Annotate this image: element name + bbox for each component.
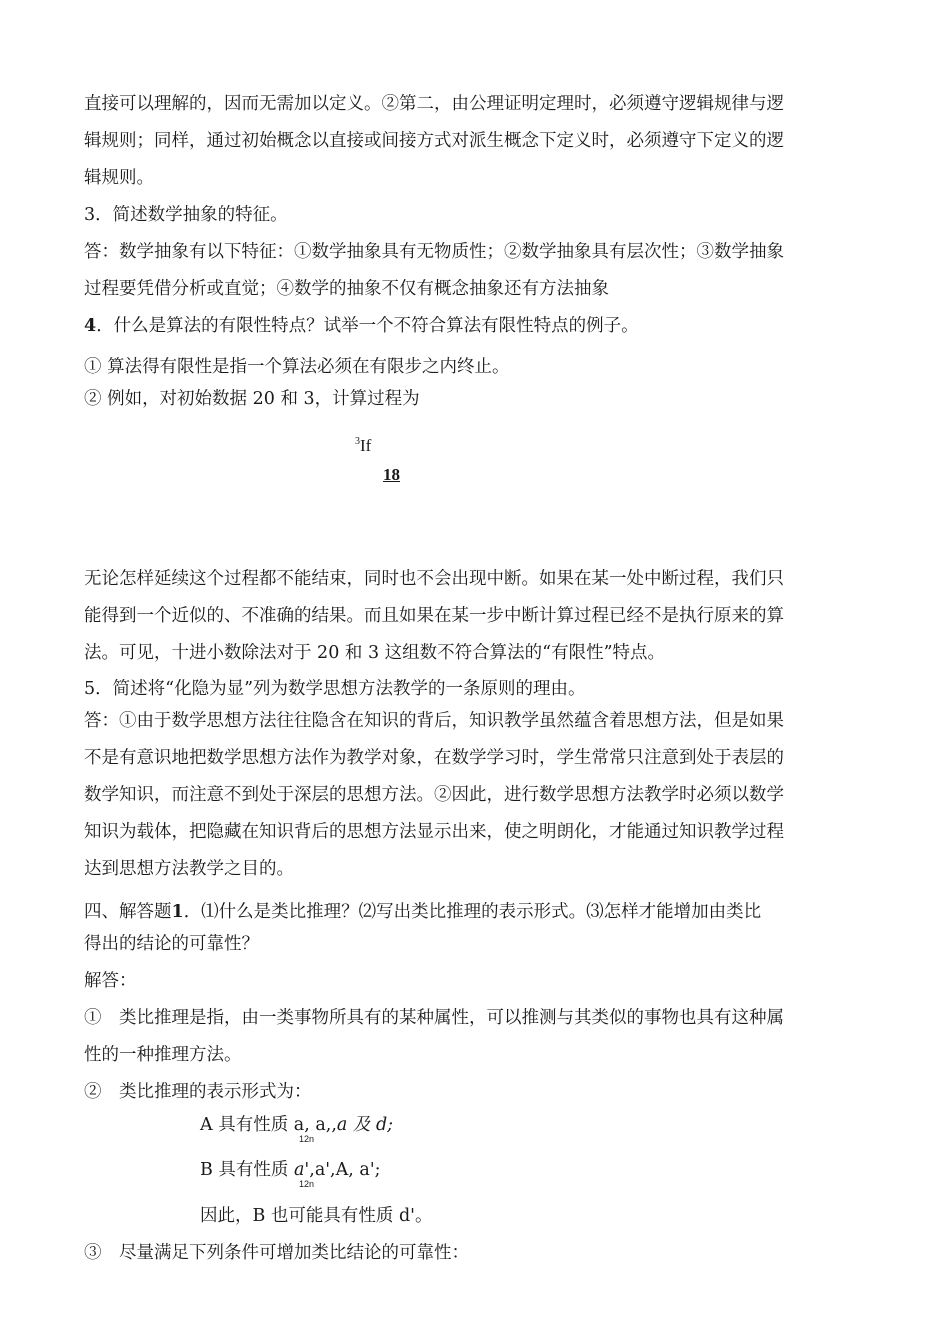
answer-item-1: ① 类比推理是指，由一类事物所具有的某种属性，可以推测与其类似的事物也具有这种属	[84, 1008, 784, 1028]
question-4-text: ．什么是算法的有限性特点？试举一个不符合算法有限性特点的例子。	[96, 316, 639, 336]
answer-label: 解答：	[84, 971, 137, 991]
formula-a-italic: a 及 d;	[336, 1115, 394, 1135]
figure-superscript: 3	[355, 436, 360, 447]
formula-b-prefix: B 具有性质	[200, 1160, 294, 1180]
question-5: 5．简述将“化隐为显”列为数学思想方法教学的一条原则的理由。	[84, 679, 586, 699]
division-figure-value: 18	[383, 465, 400, 484]
question-text: ．⑴什么是类比推理？⑵写出类比推理的表示形式。⑶怎样才能增加由类比	[183, 902, 762, 922]
question-number: 4	[84, 316, 97, 336]
text-line: 辑规则。	[84, 168, 154, 188]
answer-5-line: 达到思想方法教学之目的。	[84, 859, 294, 879]
formula-a-subscripts: 12n	[299, 1134, 315, 1144]
text-line: 无论怎样延续这个过程都不能结束，同时也不会出现中断。如果在某一处中断过程，我们只	[84, 569, 784, 589]
answer-5-line: 不是有意识地把数学思想方法作为教学对象，在数学学习时，学生常常只注意到处于表层的	[84, 748, 784, 768]
formula-line-b	[200, 1158, 381, 1182]
text-line: 能得到一个近似的、不准确的结果。而且如果在某一步中断计算过程已经不是执行原来的算	[84, 606, 784, 626]
text-line: 得出的结论的可靠性？	[84, 934, 259, 954]
text-line: 直接可以理解的，因而无需加以定义。②第二，由公理证明定理时，必须遵守逻辑规律与逻	[84, 94, 784, 114]
question-3: 3．简述数学抽象的特征。	[84, 205, 288, 225]
answer-5-line: 答：①由于数学思想方法往往隐含在知识的背后，知识教学虽然蕴含着思想方法，但是如果	[84, 711, 784, 731]
text-line: 性的一种推理方法。	[84, 1045, 242, 1065]
figure-text: If	[360, 436, 372, 455]
answer-5-line: 知识为载体，把隐藏在知识背后的思想方法显示出来，使之明朗化，才能通过知识教学过程	[84, 822, 784, 842]
answer-item-3: ③ 尽量满足下列条件可增加类比结论的可靠性：	[84, 1243, 469, 1263]
formula-b-subscripts: 12n	[299, 1179, 315, 1189]
section-four-question-1	[84, 900, 761, 924]
division-figure-label	[355, 436, 371, 456]
formula-a-prefix: A 具有性质	[200, 1115, 294, 1135]
answer-3-line: 过程要凭借分析或直觉；④数学的抽象不仅有概念抽象还有方法抽象	[84, 279, 609, 299]
formula-b-italic: a'	[294, 1160, 310, 1180]
answer-4-item-2: ② 例如，对初始数据 20 和 3，计算过程为	[84, 389, 420, 409]
formula-line-a	[200, 1113, 393, 1137]
section-heading: 四、解答题	[84, 902, 172, 922]
formula-conclusion: 因此，B 也可能具有性质 d'。	[200, 1206, 433, 1226]
question-4	[84, 314, 639, 338]
formula-b-values: ,a',A, a';	[309, 1160, 381, 1180]
formula-a-values: a, a,,	[293, 1115, 337, 1135]
question-number: 1	[171, 902, 184, 922]
text-line: 法。可见，十进小数除法对于 20 和 3 这组数不符合算法的“有限性”特点。	[84, 643, 666, 663]
answer-item-2: ② 类比推理的表示形式为：	[84, 1082, 312, 1102]
answer-3-line: 答：数学抽象有以下特征：①数学抽象具有无物质性；②数学抽象具有层次性；③数学抽象	[84, 242, 784, 262]
answer-5-line: 数学知识，而注意不到处于深层的思想方法。②因此，进行数学思想方法教学时必须以数学	[84, 785, 784, 805]
text-line: 辑规则；同样，通过初始概念以直接或间接方式对派生概念下定义时，必须遵守下定义的逻	[84, 131, 784, 151]
answer-4-item-1: ① 算法得有限性是指一个算法必须在有限步之内终止。	[84, 357, 510, 377]
